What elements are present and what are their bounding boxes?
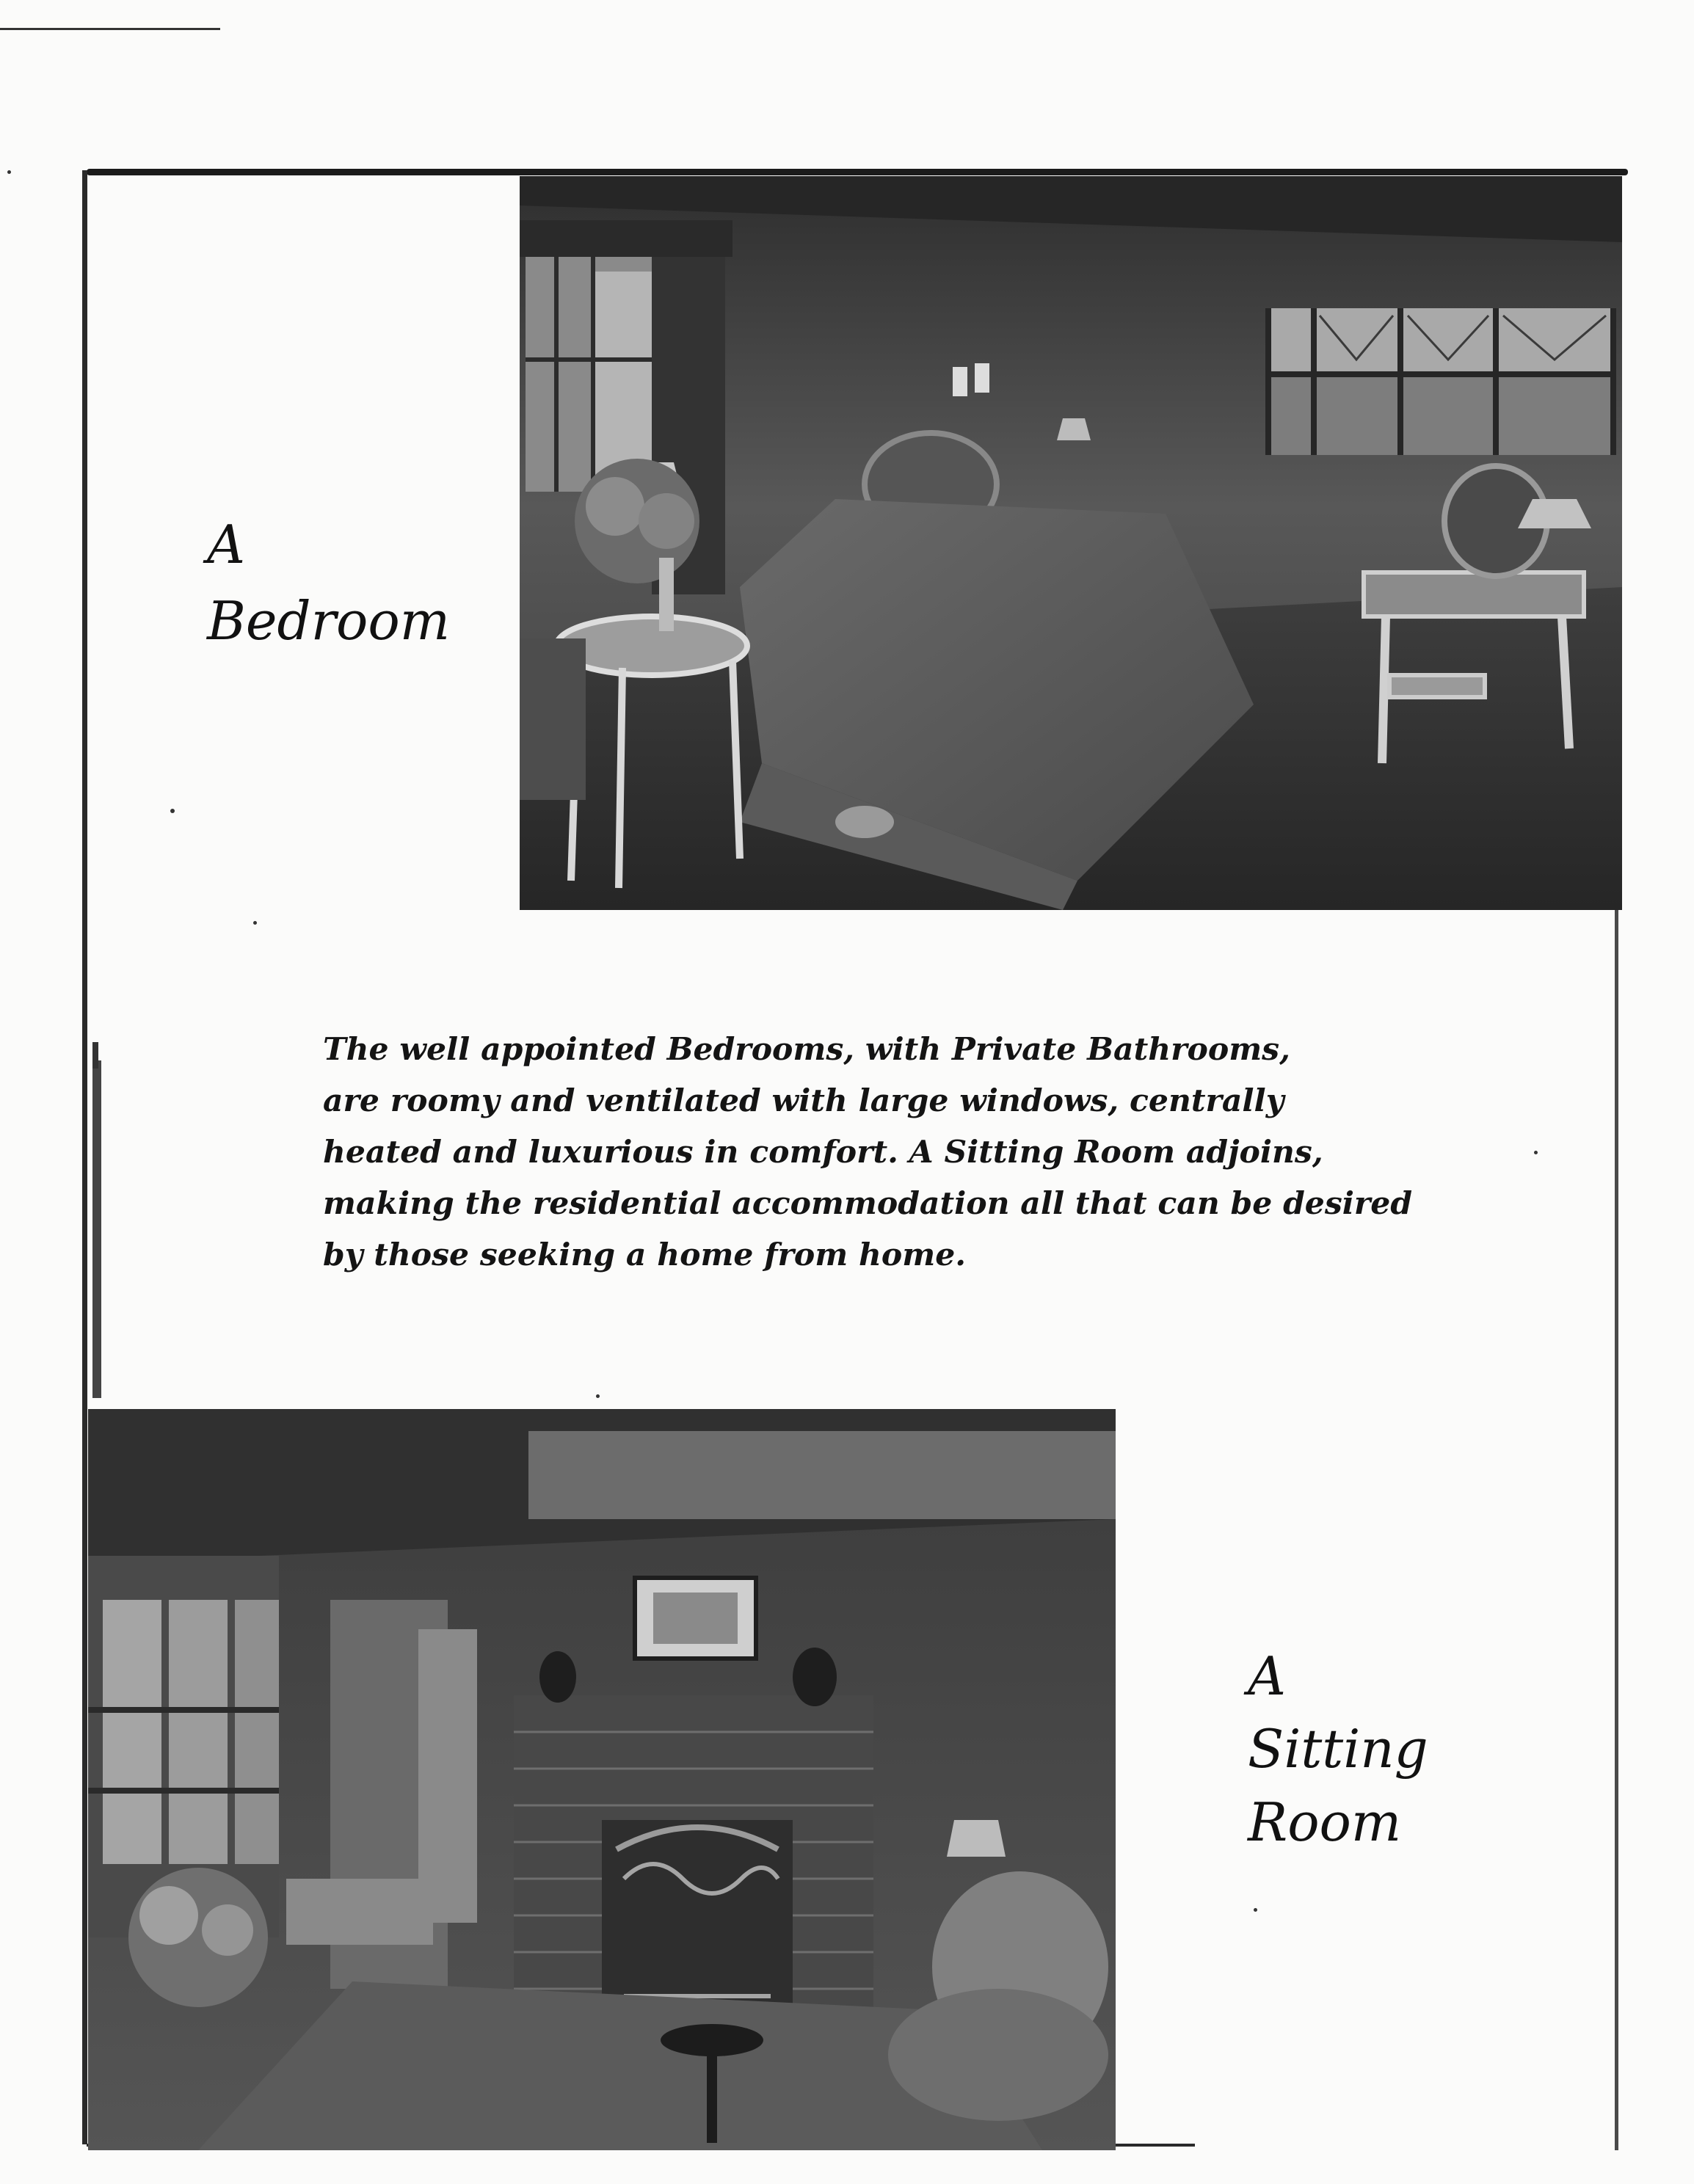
bedroom-caption-line: Bedroom [207,590,450,652]
ink-speck [170,809,175,813]
bedroom-caption [207,506,450,660]
description-line: The well appointed Bedrooms, with Private Bathrooms, [323,1031,1290,1068]
bedroom-photo [520,176,1622,910]
ink-speck [1534,1151,1538,1154]
binding-mark [92,1060,101,1398]
description-line: making the residential accommodation all that can be desired [323,1185,1413,1222]
bedroom-caption-line: A [207,514,245,575]
sitting-room-caption [1248,1640,1428,1859]
sitting-room-caption-line: Sitting [1248,1718,1428,1780]
frame-top-border [87,169,1628,175]
ink-speck [1254,1908,1257,1912]
frame-left-border [82,170,87,2144]
ink-speck [596,1394,600,1398]
description-line: are roomy and ventilated with large windows, centrally [323,1082,1284,1119]
description-paragraph [323,1024,1413,1281]
page-edge-line [0,28,220,30]
ink-speck [253,921,257,925]
binding-mark [92,1042,98,1069]
frame-right-border [1615,903,1618,2150]
sitting-room-caption-line: A [1248,1645,1286,1707]
description-line: heated and luxurious in comfort. A Sitting Room adjoins, [323,1134,1323,1171]
sitting-room-caption-line: Room [1248,1791,1402,1853]
sitting-room-photo [88,1409,1116,2150]
ink-speck [7,170,11,174]
description-line: by those seeking a home from home. [323,1237,967,1273]
